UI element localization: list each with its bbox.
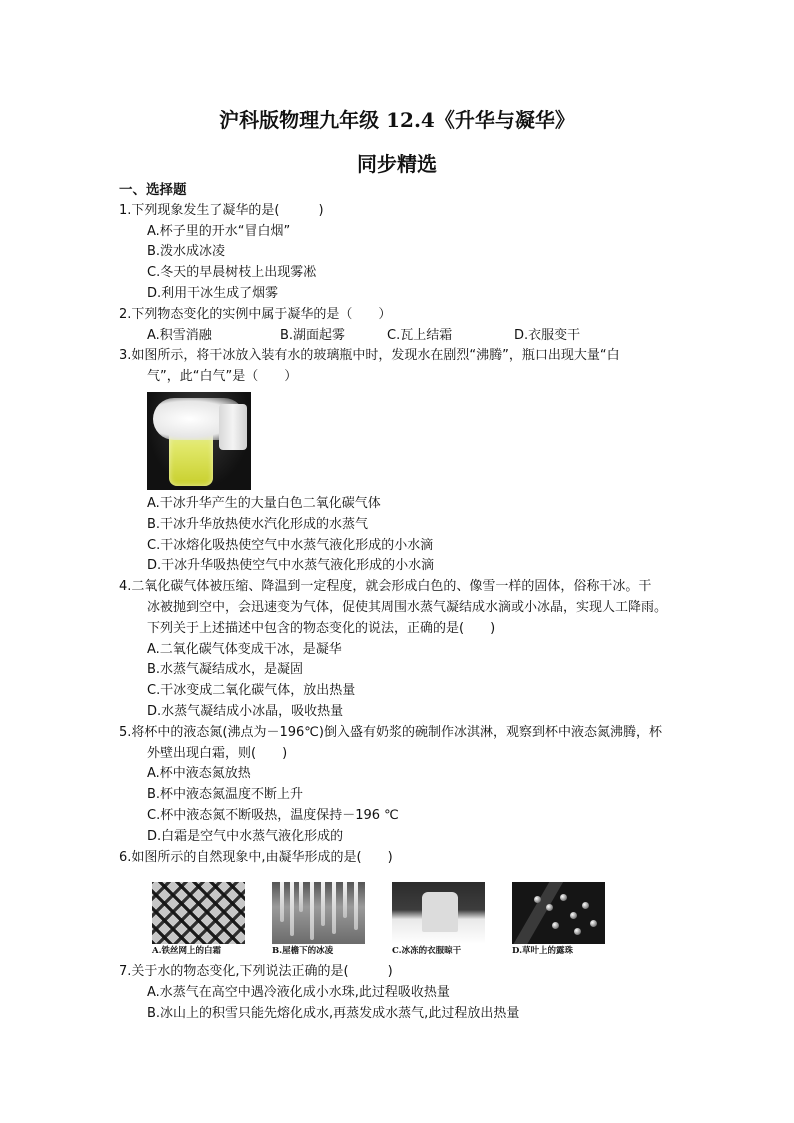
question-1 [119,201,699,305]
option-a: A.杯中液态氮放热 [147,766,251,782]
frozen-clothes-photo [392,882,485,944]
figure-d [512,882,605,958]
option-b: B.水蒸气凝结成水，是凝固 [147,662,304,678]
option-c: C.瓦上结霜 [387,327,453,343]
inline-options [119,326,699,347]
option-a: A.积雪消融 [147,327,212,343]
option-d: D.利用干冰生成了烟雾 [147,285,279,301]
question-stem: 4.二氧化碳气体被压缩、降温到一定程度，就会形成白色的、像雪一样的固体，俗称干冰。干 [119,579,652,595]
document-subtitle: 同步精选 [357,152,437,176]
question-stem: 1.下列现象发生了凝华的是( ) [119,202,324,218]
figure-a [152,882,245,958]
question-list [119,180,699,1025]
option-d: D.干冰升华吸热使空气中水蒸气液化形成的小水滴 [147,558,435,574]
question-7 [119,962,699,1024]
figure-row [152,882,699,958]
option-a: A.干冰升华产生的大量白色二氧化碳气体 [147,495,381,511]
option-c: C.干冰熔化吸热使空气中水蒸气液化形成的小水滴 [147,537,434,553]
question-3 [119,346,699,577]
option-c: C.干冰变成二氧化碳气体，放出热量 [147,683,356,699]
question-stem-continued: 外壁出现白霜，则( ) [147,745,288,761]
option-d: D.白霜是空气中水蒸气液化形成的 [147,828,344,844]
option-d: D.衣服变干 [514,327,581,343]
option-b: B.杯中液态氮温度不断上升 [147,787,304,803]
option-d: D.水蒸气凝结成小冰晶，吸收热量 [147,703,344,719]
option-a: A.二氧化碳气体变成干冰，是凝华 [147,641,342,657]
option-b: B.泼水成冰凌 [147,244,226,260]
question-stem: 6.如图所示的自然现象中,由凝华形成的是( ) [119,849,393,865]
option-c: C.冬天的早晨树枝上出现雾凇 [147,265,317,281]
option-b: B.湖面起雾 [280,327,346,343]
option-a: A.水蒸气在高空中遇冷液化成小水珠,此过程吸收热量 [147,985,450,1001]
question-6 [119,848,699,959]
figure-caption: A.铁丝网上的白霜 [152,946,222,957]
frost-wire-mesh-photo [152,882,245,944]
option-b: B.干冰升华放热使水汽化形成的水蒸气 [147,516,369,532]
dew-on-grass-photo [512,882,605,944]
question-2 [119,305,699,347]
question-stem: 3.如图所示，将干冰放入装有水的玻璃瓶中时，发现水在剧烈“沸腾”，瓶口出现大量“白 [119,348,620,364]
option-b: B.冰山上的积雪只能先熔化成水,再蒸发成水蒸气,此过程放出热量 [147,1005,520,1021]
figure-caption: C.冰冻的衣服晾干 [392,946,462,957]
dry-ice-glass-photo [147,392,251,490]
figure-caption: D.草叶上的露珠 [512,946,574,957]
question-5 [119,723,699,848]
section-heading: 一、选择题 [119,182,187,198]
icicles-photo [272,882,365,944]
question-stem: 5.将杯中的液态氮(沸点为－196℃)倒入盛有奶浆的碗制作冰淇淋，观察到杯中液态氮沸腾，杯 [119,724,662,740]
question-stem: 7.关于水的物态变化,下列说法正确的是( ) [119,964,393,980]
figure-c [392,882,485,958]
figure-b [272,882,365,958]
document-title: 沪科版物理九年级 12.4《升华与凝华》 [219,108,575,132]
figure-caption: B.屋檐下的冰凌 [272,946,334,957]
question-stem-continued: 气”，此“白气”是（ ） [147,369,298,385]
option-a: A.杯子里的开水“冒白烟” [147,223,291,239]
question-stem-continued: 冰被抛到空中，会迅速变为气体，促使其周围水蒸气凝结成水滴或小冰晶，实现人工降雨。 [147,599,668,615]
question-stem-continued: 下列关于上述描述中包含的物态变化的说法，正确的是( ) [147,620,496,636]
question-stem: 2.下列物态变化的实例中属于凝华的是（ ） [119,306,392,322]
question-4 [119,577,699,723]
cup [219,404,247,450]
option-c: C.杯中液态氮不断吸热，温度保持－196 ℃ [147,807,399,823]
